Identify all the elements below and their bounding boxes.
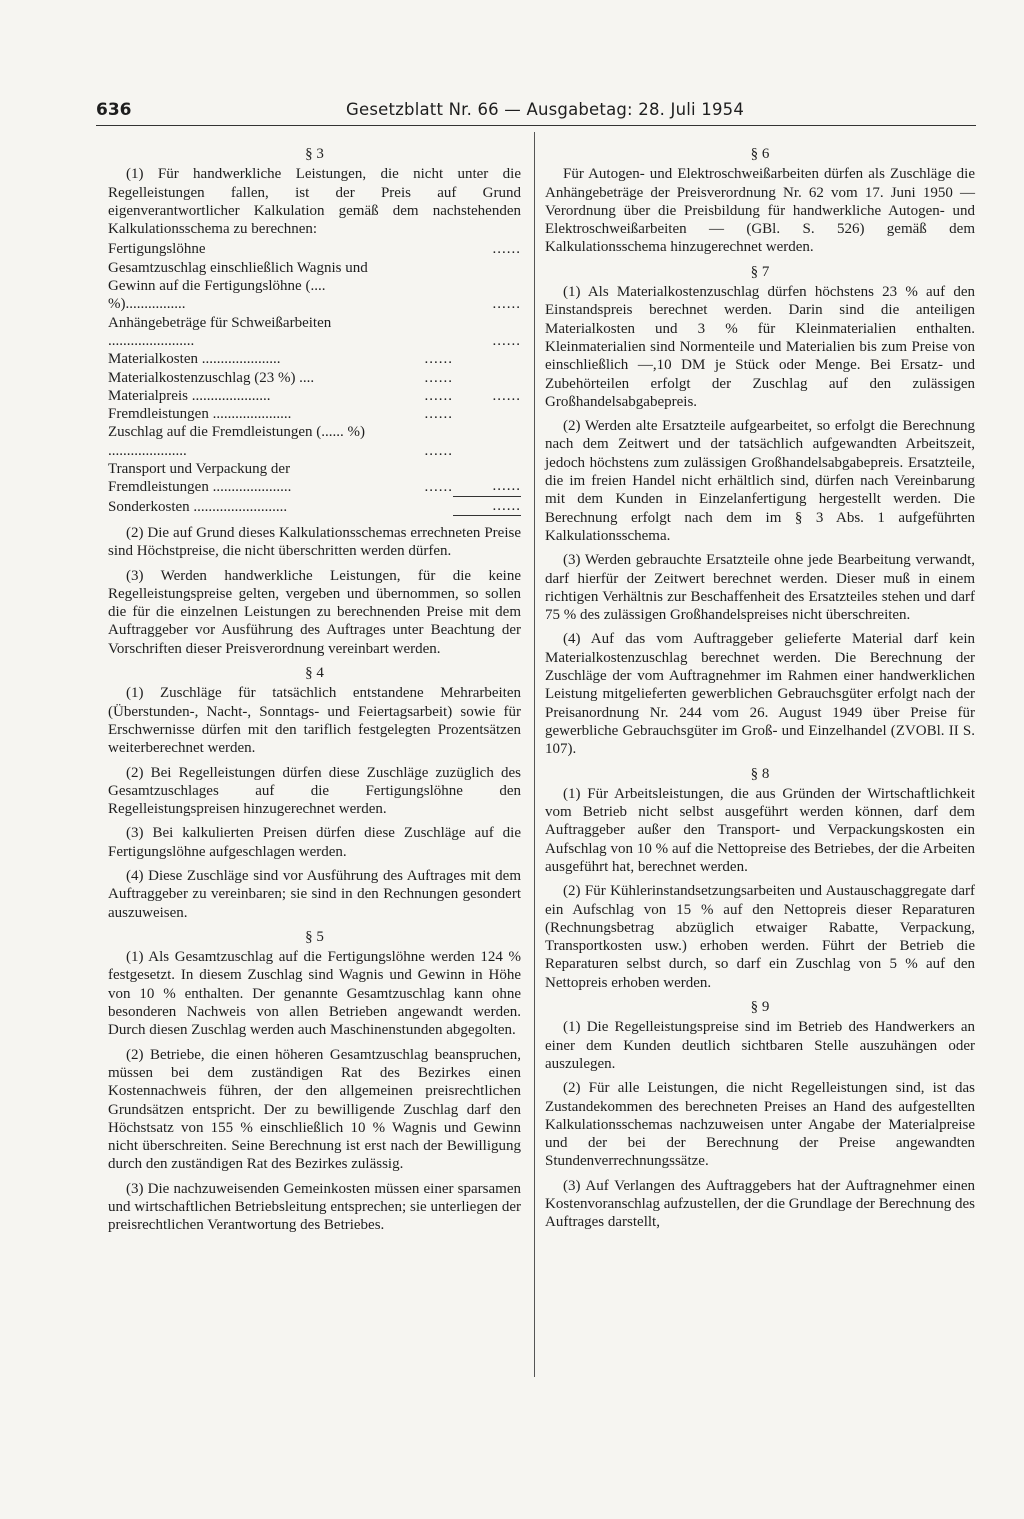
section-4-heading: § 4 bbox=[305, 665, 324, 682]
calc-col-2: ...... bbox=[492, 387, 521, 404]
calc-row bbox=[108, 423, 521, 460]
section-8-paragraph-2: (2) Für Kühlerinstandsetzungsarbeiten und Austauschaggregate darf ein Aufschlag von 15 % auf den Nettopreis dieser Reparaturen (Rechnungsbetrag abzüglich etwaiger Rabatte, Verpackung, Transportkosten usw.) erhoben werden. Führt der Betrieb die Reparaturen selbst durch, so darf ein Zuschlag von 5 % auf den Nettopreis erhoben werden. bbox=[545, 883, 975, 991]
calc-row bbox=[108, 259, 521, 314]
calculation-scheme bbox=[108, 240, 521, 515]
calc-col-1: ...... bbox=[424, 406, 453, 423]
section-4-paragraph-3: (3) Bei kalkulierten Preisen dürfen diese Zuschläge auf die Fertigungslöhne aufgeschlagen werden. bbox=[108, 825, 521, 860]
section-3-paragraph-2: (2) Die auf Grund dieses Kalkulationsschemas errechneten Preise sind Höchstpreise, die nicht überschritten werden dürfen. bbox=[108, 524, 521, 560]
calc-label: Fertigungslöhne bbox=[108, 241, 206, 258]
section-9-paragraph-2: (2) Für alle Leistungen, die nicht Regelleistungen sind, ist das Zustandekommen des berechneten Preises an Hand des aufgestellten Kalkulationsschemas nachzuweisen unter Angabe der Materialpreise und der bei der Berechnung der Preise angewandten Stundenverrechnungssätze. bbox=[545, 1080, 975, 1170]
section-9-paragraph-3: (3) Auf Verlangen des Auftraggebers hat der Auftragnehmer einen Kostenvoranschlag aufzustellen, der die Grundlage der Berechnung des Auftrages darstellt, bbox=[545, 1177, 975, 1231]
calc-label: Materialkosten ..................... bbox=[108, 351, 281, 368]
calc-row bbox=[108, 387, 521, 405]
calc-col-2: ...... bbox=[492, 241, 521, 258]
calc-row bbox=[108, 314, 521, 351]
section-9-heading: § 9 bbox=[750, 999, 770, 1016]
section-7-paragraph-2: (2) Werden alte Ersatzteile aufgearbeitet, so erfolgt die Berechnung nach dem Zeitwert und der tatsächlich aufgewandten Arbeitszeit, jedoch höchstens zum zulässigen Großhandelsabgabepreis. Ersatzteile, die im freien Handel nicht erhältlich sind, dürfen nach Vereinbarung mit dem Kunden in Einzelanfertigung hergestellt werden. Die Berechnung erfolgt nach dem im § 3 Abs. 1 aufgeführten Kalkulationsschema. bbox=[545, 418, 975, 544]
calc-col-1: ...... bbox=[424, 369, 453, 386]
section-7-paragraph-4: (4) Auf das vom Auftraggeber gelieferte Material darf kein Materialkostenzuschlag berechnet werden. Die Berechnung der Zuschläge der vom Auftragnehmer im Rahmen einer handwerklichen Leistung mitgelieferten gewerblichen Gebrauchsgüter erfolgt nach der Preisanordnung Nr. 244 vom 26. August 1949 über Preise für gewerbliche Gebrauchsgüter im Groß- und Einzelhandel (ZVOBl. II S. 107). bbox=[545, 631, 975, 758]
section-5-heading: § 5 bbox=[305, 928, 324, 945]
section-3-heading: § 3 bbox=[305, 146, 324, 162]
calc-label: Fremdleistungen ..................... bbox=[108, 406, 292, 423]
section-8-paragraph-1: (1) Für Arbeitsleistungen, die aus Gründen der Wirtschaftlichkeit vom Betrieb nicht selbst ausgeführt werden können, darf dem Auftraggeber außer den Transport- und Verpackungskosten ein Aufschlag von 10 % auf die Nettopreise des Betriebes, der die Arbeiten ausgeführt hat, berechnet werden. bbox=[545, 785, 975, 875]
right-column bbox=[545, 145, 975, 1238]
calc-col-1: ...... bbox=[424, 351, 453, 368]
section-4-paragraph-4: (4) Diese Zuschläge sind vor Ausführung des Auftrages mit dem Auftraggeber zu vereinbaren; sie sind in den Rechnungen gesondert auszuweisen. bbox=[108, 867, 521, 921]
calc-label: Materialkostenzuschlag (23 %) .... bbox=[108, 369, 315, 386]
left-column bbox=[108, 145, 521, 1241]
section-7-heading: § 7 bbox=[750, 263, 770, 280]
calc-label: Materialpreis ..................... bbox=[108, 387, 271, 404]
page-number: 636 bbox=[96, 100, 132, 120]
section-7-paragraph-3: (3) Werden gebrauchte Ersatzteile ohne jede Bearbeitung verwandt, darf hierfür der Zeitwert berechnet werden. Dieser muß in einem richtigen Verhältnis zur Beschaffenheit des Ersatzteiles stehen und darf 75 % des zulässigen Großhandelspreises nicht überschreiten. bbox=[545, 552, 975, 624]
calc-row bbox=[108, 460, 521, 497]
page-header bbox=[96, 100, 976, 126]
calc-col-2: ...... bbox=[453, 497, 521, 516]
calc-col-1: ...... bbox=[424, 387, 453, 404]
calc-row bbox=[108, 497, 521, 516]
section-5-paragraph-2: (2) Betriebe, die einen höheren Gesamtzuschlag beanspruchen, müssen bei dem zuständigen Rat des Bezirkes einen Kostennachweis führen, der den allgemeinen preisrechtlichen Grundsätzen entspricht. Der zu bewilligende Zuschlag darf den Höchstsatz von 155 % einschließlich 10 % Wagnis und Gewinn nicht überschreiten. Seine Berechnung ist erst nach der Bewilligung durch den zuständigen Rat des Bezirkes zulässig. bbox=[108, 1046, 521, 1173]
section-7-paragraph-1: (1) Als Materialkostenzuschlag dürfen höchstens 23 % auf den Einstandspreis berechnet werden. Darin sind die anteiligen Materialkosten und 3 % für Kleinmaterialien enthalten. Kleinmaterialien sind Normenteile und Materialien bis zum Preise von einschließlich —,10 DM je Stück oder Menge. Bei Ersatz- und Zubehörteilen erfolgt der Zuschlag auf den zulässigen Großhandelsabgabepreis. bbox=[545, 284, 975, 410]
section-3-paragraph-1: (1) Für handwerkliche Leistungen, die nicht unter die Regelleistungen fallen, ist der Preis auf Grund eigenverantwortlicher Kalkulation gemäß dem nachstehenden Kalkulationsschema zu berechnen: bbox=[108, 166, 521, 238]
section-4-paragraph-1: (1) Zuschläge für tatsächlich entstandene Mehrarbeiten (Überstunden-, Nacht-, Sonntags- und Feiertagsarbeit) sowie für Erschwernisse dürfen mit den tariflich festgelegten Prozentsätzen weiterberechnet werden. bbox=[108, 685, 521, 757]
calc-col-1: ...... bbox=[424, 442, 453, 459]
section-9-paragraph-1: (1) Die Regelleistungspreise sind im Betrieb des Handwerkers an einer dem Kunden deutlich sichtbaren Stelle auszuhängen oder auszulegen. bbox=[545, 1019, 975, 1072]
calc-row bbox=[108, 405, 521, 423]
calc-col-2: ...... bbox=[453, 477, 521, 496]
section-6-paragraph-1: Für Autogen- und Elektroschweißarbeiten dürfen als Zuschläge die Anhängebeträge der Preisverordnung Nr. 62 vom 17. Juni 1950 — Verordnung über die Preisbildung für handwerkliche Autogen- und Elektroschweißarbeiten — (GBl. S. 526) gemäß dem Kalkulationsschema hinzugerechnet werden. bbox=[545, 166, 975, 256]
section-8-heading: § 8 bbox=[750, 765, 770, 782]
calc-label: Transport und Verpackung der Fremdleistungen ..................... bbox=[108, 461, 292, 496]
calc-label: Sonderkosten ......................... bbox=[108, 498, 288, 515]
calc-col-2: ...... bbox=[492, 332, 521, 349]
section-5-paragraph-1: (1) Als Gesamtzuschlag auf die Fertigungslöhne werden 124 % festgesetzt. In diesem Zuschlag sind Wagnis und Gewinn in Höhe von 10 % enthalten. Der genannte Gesamtzuschlag kann ohne besonderen Nachweis von allen Betrieben angewandt werden. Durch diesen Zuschlag werden auch Maschinenstunden abgegolten. bbox=[108, 949, 521, 1039]
calc-row bbox=[108, 240, 521, 258]
calc-label: Zuschlag auf die Fremdleistungen (...... %) ..................... bbox=[108, 424, 366, 459]
running-head: Gesetzblatt Nr. 66 — Ausgabetag: 28. Juli 1954 bbox=[346, 100, 745, 119]
calc-row bbox=[108, 369, 521, 387]
section-6-heading: § 6 bbox=[750, 146, 770, 162]
column-divider bbox=[534, 132, 535, 1377]
calc-label: Gesamtzuschlag einschließlich Wagnis und Gewinn auf die Fertigungslöhne (.... %)................ bbox=[108, 259, 368, 313]
calc-col-1: ...... bbox=[424, 479, 453, 496]
section-3-paragraph-3: (3) Werden handwerkliche Leistungen, für die keine Regelleistungspreise gelten, vergeben und übernommen, so sollen die für die einzelnen Leistungen zu berechnenden Preise mit dem Auftraggeber vor Ausführung des Auftrages unter Beachtung der Vorschriften dieser Preisverordnung vereinbart werden. bbox=[108, 567, 521, 657]
calc-label: Anhängebeträge für Schweißarbeiten ....................... bbox=[108, 314, 332, 349]
section-4-paragraph-2: (2) Bei Regelleistungen dürfen diese Zuschläge zuzüglich des Gesamtzuschlages auf die Fertigungslöhne den Regelleistungspreisen hinzugerechnet werden. bbox=[108, 764, 521, 818]
section-5-paragraph-3: (3) Die nachzuweisenden Gemeinkosten müssen einer sparsamen und wirtschaftlichen Betriebsleitung entsprechen; sie unterliegen der preisrechtlichen Verantwortung des Betriebes. bbox=[108, 1180, 521, 1234]
calc-col-2: ...... bbox=[492, 296, 521, 313]
header-rule bbox=[96, 125, 976, 126]
calc-row bbox=[108, 350, 521, 368]
